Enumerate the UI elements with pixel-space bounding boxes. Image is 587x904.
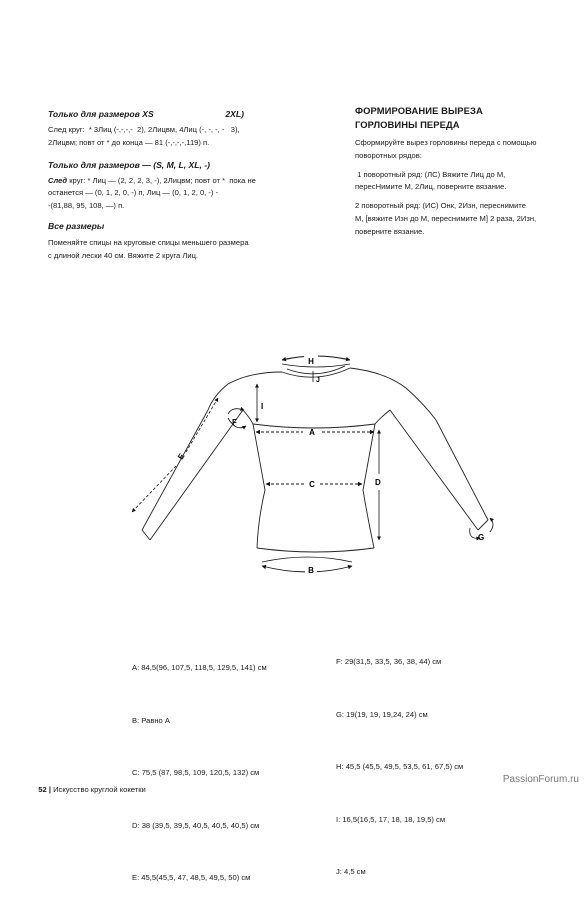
page-number: 52 [38, 785, 47, 794]
label-e: E [176, 451, 187, 462]
label-f: F [232, 418, 237, 427]
footer-separator: | [48, 785, 51, 794]
measure-b [262, 557, 352, 576]
turn-row-1-line-1: 1 поворотный ряд: (ЛС) Вяжите Лиц до М, [355, 169, 506, 179]
label-g: G [478, 533, 485, 542]
measurement-e: E: 45,5(45,5, 47, 48,5, 49,5, 50) см [132, 873, 251, 882]
measure-d [375, 430, 381, 540]
measurements-right [336, 618, 463, 898]
measurements-left [132, 624, 267, 904]
section-xs-2xl-title: Только для размеров XS 2XL) [48, 109, 244, 119]
section-s-xl-line-3: -(81,88, 95, 108, —) п. [48, 201, 125, 211]
measurement-g: G: 19(19, 19, 19,24, 24) см [336, 709, 428, 719]
section-all-sizes-line-1: Поменяйте спицы на круговые спицы меньшего размера [48, 237, 249, 247]
turn-row-2-line-3: поверните вязание. [355, 226, 425, 236]
measurement-f: F: 29(31,5, 33,5, 36, 38, 44) см [336, 657, 442, 666]
measurement-b: B: Равно А [132, 715, 170, 725]
right-column [355, 104, 560, 239]
sweater-schematic [120, 338, 500, 588]
section-s-xl-line-1: След круг: * Лиц — (2, 2, 2, 3, -), 2Лицвм; повт от * пока не [48, 175, 256, 185]
sweater-outline [142, 366, 488, 552]
left-column [48, 108, 298, 263]
measurement-c: C: 75,5 (87, 98,5, 109, 120,5, 132) см [132, 768, 260, 777]
neckline-heading: ФОРМИРОВАНИЕ ВЫРЕЗА ГОРЛОВИНЫ ПЕРЕДА [355, 105, 483, 130]
label-a: A [309, 428, 315, 437]
section-xs-line-2: 2Лицвм; повт от * до конца — 81 (-,-,-,-,119) п. [48, 137, 210, 147]
label-i: I [261, 402, 264, 411]
section-s-xl-line-2: останется — (0, 1, 2, 0, -) п, Лиц — (0, 1, 2, 0, -) - [48, 188, 219, 198]
section-s-xl-title: Только для размеров — (S, M, L, XL, -) [48, 159, 211, 170]
neckline-intro-1: Сформируйте вырез горловины переда с помощью [355, 138, 537, 147]
measurement-i: I: 16,5(16,5, 17, 18, 18, 19,5) см [336, 814, 446, 824]
measure-i [257, 384, 263, 422]
section-all-sizes-line-2: с длиной лески 40 см. Вяжите 2 круга Лиц. [48, 250, 199, 260]
turn-row-2-line-1: 2 поворотный ряд: (ИС) Онк, 2Изн, переснимите [355, 201, 526, 211]
measure-a [256, 428, 374, 437]
page-footer [34, 776, 146, 794]
measurement-d: D: 38 (39,5, 39,5, 40,5, 40,5, 40,5) см [132, 820, 260, 830]
footer-section-title: Искусство круглой кокетки [53, 785, 146, 794]
measurement-a: A: 84,5(96, 107,5, 118,5, 129,5, 141) см [132, 663, 267, 672]
section-xs-line-1: След круг: * 3Лиц (-,-,-,- 2), 2Лицвм, 4Лиц (-, -, -, - 3), [48, 125, 240, 134]
label-j: J [316, 377, 320, 384]
measure-g [470, 518, 493, 542]
measurement-j: J: 4,5 см [336, 867, 366, 876]
turn-row-2-line-2: М, [вяжите Изн до М, переснимите М] 2 раза, 2Изн, [355, 213, 537, 223]
watermark: PassionForum.ru [502, 774, 579, 785]
label-b: B [308, 566, 314, 575]
label-c: C [309, 480, 315, 489]
turn-row-1-line-2: пересНимите М, 2Лиц, поверните вязание. [355, 182, 507, 192]
neckline-intro-2: поворотных рядов: [355, 150, 422, 160]
label-h: H [308, 357, 314, 366]
label-d: D [375, 478, 381, 487]
measurement-h: H: 45,5 (45,5, 49,5, 53,5, 61, 67,5) см [336, 762, 464, 771]
measure-h [282, 354, 350, 367]
measure-c [266, 480, 362, 489]
section-all-sizes-title: Все размеры [48, 220, 105, 231]
